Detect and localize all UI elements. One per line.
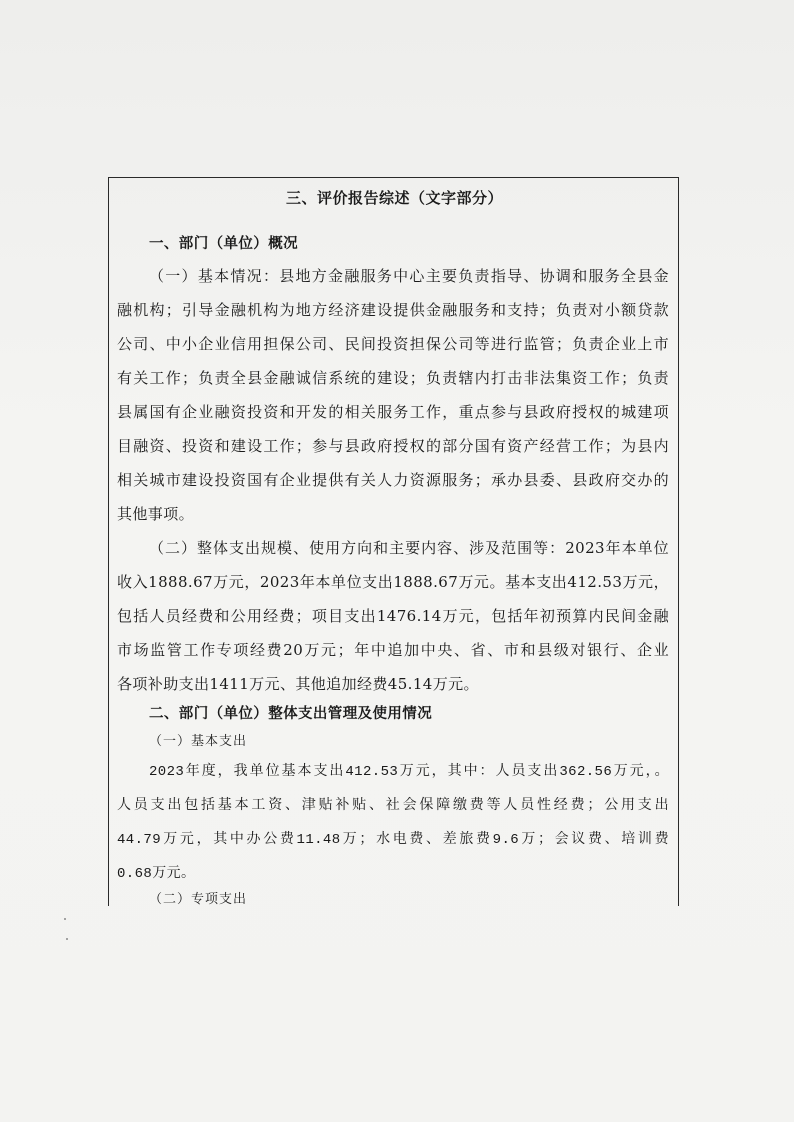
subsection-heading: （一）基本支出	[149, 734, 248, 749]
paragraph-line: 相关城市建设投资国有企业提供有关人力资源服务；承办县委、县政府交办的	[117, 471, 669, 489]
paragraph-line: 公司、中小企业信用担保公司、民间投资担保公司等进行监管；负责企业上市	[117, 335, 669, 353]
paragraph-line: 44.79万元，其中办公费11.48万；水电费、差旅费9.6万；会议费、培训费	[117, 832, 669, 848]
section-heading-1: 一、部门（单位）概况	[149, 236, 298, 252]
paragraph-line: 有关工作；负责全县金融诚信系统的建设；负责辖内打击非法集资工作；负责	[117, 369, 669, 387]
paragraph-line: （一）基本情况：县地方金融服务中心主要负责指导、协调和服务全县金	[149, 267, 669, 285]
paragraph-line: 目融资、投资和建设工作；参与县政府授权的部分国有资产经营工作；为县内	[117, 437, 669, 455]
paragraph-line: 县属国有企业融资投资和开发的相关服务工作，重点参与县政府授权的城建项	[117, 403, 669, 421]
report-title: 三、评价报告综述（文字部分）	[285, 189, 503, 207]
paragraph-line: 其他事项。	[117, 505, 195, 523]
paragraph-line: 2023年度，我单位基本支出412.53万元，其中：人员支出362.56万元，。	[149, 764, 669, 780]
paragraph-line: 0.68万元。	[117, 866, 196, 882]
subsection-heading: （二）专项支出	[149, 892, 248, 907]
paragraph-line: 融机构；引导金融机构为地方经济建设提供金融服务和支持；负责对小额贷款	[117, 301, 669, 319]
section-heading-2: 二、部门（单位）整体支出管理及使用情况	[149, 706, 433, 722]
paragraph-line: 市场监管工作专项经费20万元；年中追加中央、省、市和县级对银行、企业	[117, 641, 669, 659]
paragraph-line: 人员支出包括基本工资、津贴补贴、社会保障缴费等人员性经费；公用支出	[117, 798, 669, 814]
paragraph-line: 包括人员经费和公用经费；项目支出1476.14万元，包括年初预算内民间金融	[117, 607, 669, 625]
report-frame	[108, 177, 679, 906]
scan-speck	[66, 938, 68, 940]
scan-speck	[64, 918, 66, 920]
paragraph-line: （二）整体支出规模、使用方向和主要内容、涉及范围等：2023年本单位	[149, 539, 669, 557]
paragraph-line: 收入1888.67万元，2023年本单位支出1888.67万元。基本支出412.53万元，	[117, 573, 669, 591]
paragraph-line: 各项补助支出1411万元、其他追加经费45.14万元。	[117, 675, 479, 693]
